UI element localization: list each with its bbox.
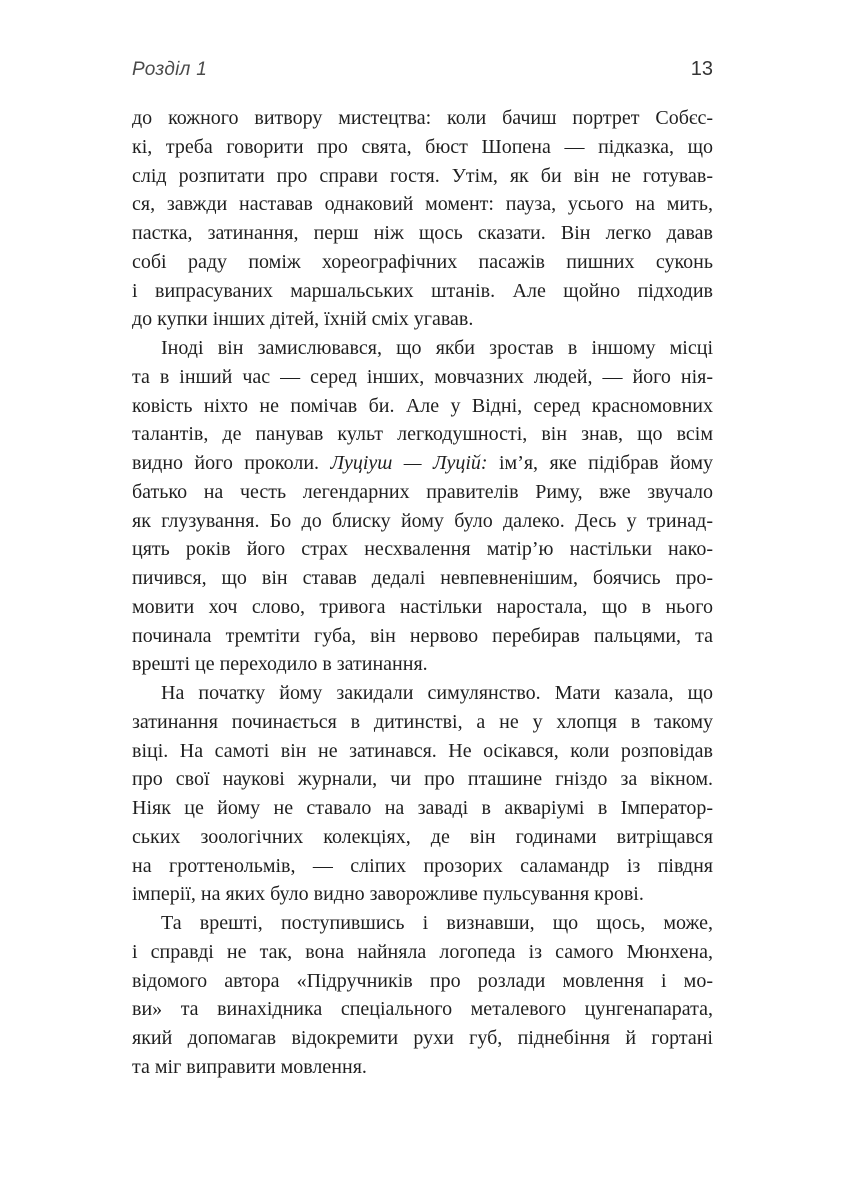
text-segment: та міг виправити мовлення. [132,1055,367,1078]
text-segment: собі раду поміж хореографічних пасажів пишних суконь [132,250,713,273]
text-line [132,967,713,996]
text-segment: відомого автора «Підручників про розлади мовлення і мо- [132,969,713,992]
text-segment: кі, треба говорити про свята, бюст Шопена — підказка, що [132,135,713,158]
text-line [132,162,713,191]
text-line [132,104,713,133]
text-line [132,938,713,967]
text-line [132,737,713,766]
text-segment: який допомагав відокремити рухи губ, піднебіння й гортані [132,1027,713,1049]
text-line [132,823,713,852]
text-line [132,420,713,449]
text-line [132,305,713,334]
text-line [132,334,713,363]
text-line [132,449,713,478]
text-line [132,478,713,507]
text-line [132,363,713,392]
text-block [132,104,713,1082]
text-line [132,1024,713,1053]
text-segment: цять років його страх несхвалення матір’ю настільки нако- [132,538,713,561]
text-line [132,622,713,651]
text-segment: врешті це переходило в затинання. [132,653,428,676]
text-segment: як глузування. Бо до блиску йому було далеко. Десь у тринад- [132,509,713,532]
text-segment: ковість ніхто не помічав би. Але у Відні, серед красномовних [132,394,713,417]
text-segment: та в інший час — серед інших, мовчазних людей, — його нія- [132,365,713,388]
text-line [132,507,713,536]
italic-text-segment: Луціуш — Луцій: [330,452,488,474]
text-line [132,190,713,219]
text-segment: про свої наукові журнали, чи про пташине гніздо за вікном. [132,768,713,791]
page-number: 13 [690,58,713,80]
text-segment: ся, завжди наставав однаковий момент: пауза, усього на мить, [132,193,713,216]
text-line [132,909,713,938]
text-line [132,852,713,881]
text-segment: починала тремтіти губа, він нервово перебирав пальцями, та [132,624,713,647]
text-segment: пастка, затинання, перш ніж щось сказати. Він легко давав [132,222,713,244]
text-segment: до кожного витвору мистецтва: коли бачиш портрет Собєс- [132,107,713,129]
text-segment: ви» та винахідника спеціального металевого цунгенапарата, [132,998,713,1021]
text-segment: На початку йому закидали симулянство. Мати казала, що [161,682,713,704]
text-segment: видно його проколи. [132,452,331,474]
text-line [132,679,713,708]
paragraph [132,679,713,909]
text-segment: на гроттенольмів, — сліпих прозорих саламандр із півдня [132,854,713,877]
text-line [132,593,713,622]
paragraph [132,334,713,679]
text-line [132,708,713,737]
text-line [132,392,713,421]
text-line [132,995,713,1024]
text-line [132,219,713,248]
text-segment: слід розпитати про справи гостя. Утім, як би він не готував- [132,164,713,187]
text-segment: Ніяк це йому не ставало на заваді в акваріумі в Імператор- [132,797,713,819]
text-line [132,133,713,162]
text-segment: батько на честь легендарних правителів Риму, вже звучало [132,480,713,503]
text-line [132,1053,713,1082]
text-line [132,277,713,306]
paragraph [132,909,713,1082]
text-line [132,248,713,277]
text-segment: талантів, де панував культ легкодушності, він знав, що всім [132,423,713,446]
text-line [132,765,713,794]
text-line [132,794,713,823]
text-segment: пичився, що він ставав дедалі невпевненішим, боячись про- [132,567,713,589]
text-line [132,564,713,593]
text-segment: ських зоологічних колекціях, де він годинами витріщався [132,825,713,848]
text-line [132,880,713,909]
text-segment: імперії, на яких було видно заворожливе пульсування крові. [132,883,644,906]
text-segment: і випрасуваних маршальських штанів. Але щойно підходив [132,279,713,302]
chapter-label: Розділ 1 [132,59,208,80]
paragraph [132,104,713,334]
page-header [132,58,713,81]
text-segment: мовити хоч слово, тривога настільки наростала, що в нього [132,595,713,618]
text-line [132,650,713,679]
text-segment: Іноді він замислювався, що якби зростав в іншому місці [161,337,713,359]
text-segment: до купки інших дітей, їхній сміх угавав. [132,308,474,331]
text-segment: ім’я, яке підібрав йому [487,452,713,474]
text-segment: затинання починається в дитинстві, а не у хлопця в такому [132,710,713,733]
text-segment: і справді не так, вона найняла логопеда із самого Мюнхена, [132,940,713,963]
text-segment: Та врешті, поступившись і визнавши, що щось, може, [161,912,713,934]
text-segment: віці. На самоті він не затинався. Не осікався, коли розповідав [132,739,713,762]
text-line [132,535,713,564]
